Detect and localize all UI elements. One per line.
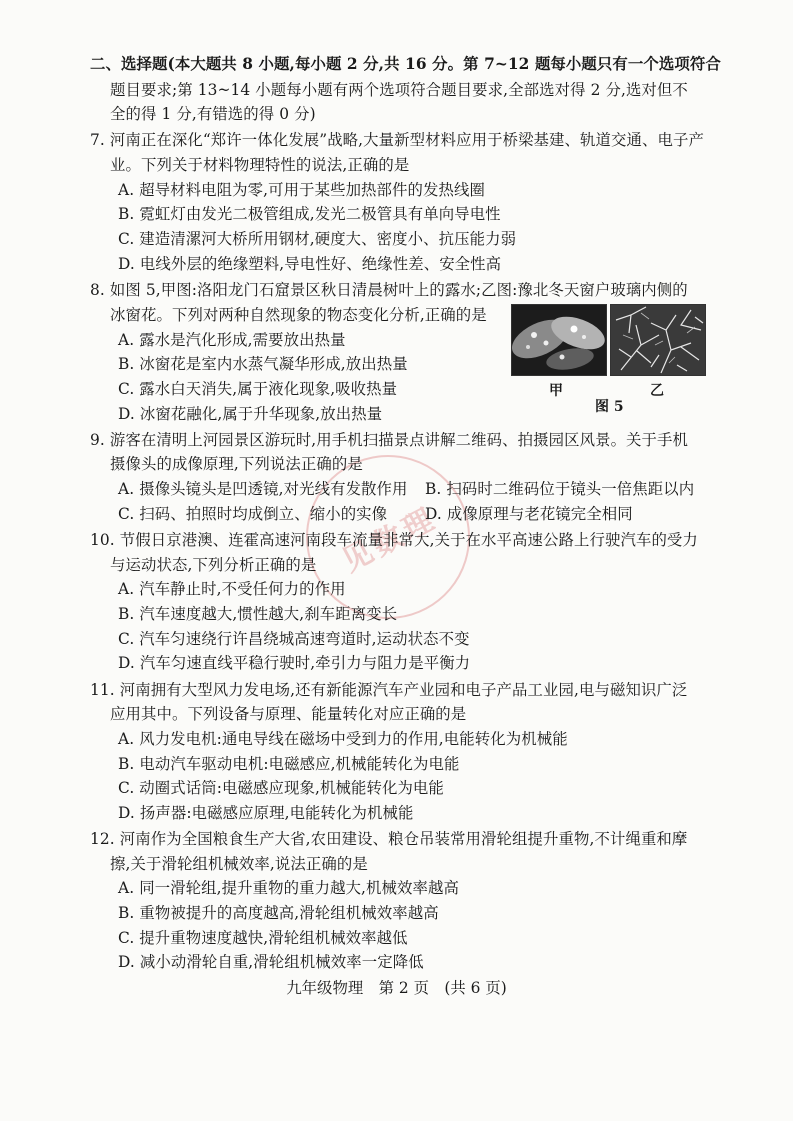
q9-option-c: C. 扫码、拍照时均成倒立、缩小的实像 [118, 505, 388, 523]
q7-option-c: C. 建造清漯河大桥所用钢材,硬度大、密度小、抗压能力弱 [118, 230, 517, 248]
q12-stem-line2: 擦,关于滑轮组机械效率,说法正确的是 [110, 855, 368, 873]
figure-frost-photo [610, 304, 706, 376]
q10-stem-line2: 与运动状态,下列分析正确的是 [110, 556, 317, 574]
q9-stem-line2: 摄像头的成像原理,下列说法正确的是 [110, 455, 363, 473]
q10-option-a: A. 汽车静止时,不受任何力的作用 [118, 580, 346, 598]
q11-stem-line1: 11. 河南拥有大型风力发电场,还有新能源汽车产业园和电子产品工业园,电与磁知识广泛 [90, 681, 688, 699]
q7-stem-line2: 业。下列关于材料物理特性的说法,正确的是 [110, 156, 410, 174]
q8-stem-line2: 冰窗花。下列对两种自然现象的物态变化分析,正确的是 [110, 306, 487, 324]
q10-option-b: B. 汽车速度越大,惯性越大,刹车距离变长 [118, 605, 398, 623]
q9-option-a: A. 摄像头镜头是凹透镜,对光线有发散作用 [118, 480, 408, 498]
q11-stem-line2: 应用其中。下列设备与原理、能量转化对应正确的是 [110, 705, 467, 723]
q9-stem-line1: 9. 游客在清明上河园景区游玩时,用手机扫描景点讲解二维码、拍摄园区风景。关于手机 [90, 431, 689, 449]
section-header-line2: 题目要求;第 13~14 小题每小题有两个选项符合题目要求,全部选对得 2 分,选对但不 [110, 81, 688, 99]
q7-option-a: A. 超导材料电阻为零,可用于某些加热部件的发热线圈 [118, 181, 485, 199]
q7-stem-line1: 7. 河南正在深化“郑许一体化发展”战略,大量新型材料应用于桥梁基建、轨道交通、电子产 [90, 131, 704, 149]
figure-dew-photo [511, 304, 607, 376]
section-header-line3: 全的得 1 分,有错选的得 0 分) [110, 105, 316, 123]
q12-option-c: C. 提升重物速度越快,滑轮组机械效率越低 [118, 929, 408, 947]
q10-option-c: C. 汽车匀速绕行许昌绕城高速弯道时,运动状态不变 [118, 630, 470, 648]
figure-label-yi: 乙 [650, 383, 664, 399]
q12-stem-line1: 12. 河南作为全国粮食生产大省,农田建设、粮仓吊装常用滑轮组提升重物,不计绳重和摩 [90, 830, 688, 848]
figure-label-jia: 甲 [549, 383, 563, 399]
q9-option-b: B. 扫码时二维码位于镜头一倍焦距以内 [425, 480, 695, 498]
page-footer: 九年级物理 第 2 页 (共 6 页) [286, 979, 507, 997]
figure-caption: 图 5 [595, 399, 624, 415]
q8-option-c: C. 露水白天消失,属于液化现象,吸收热量 [118, 380, 398, 398]
q11-option-a: A. 风力发电机:通电导线在磁场中受到力的作用,电能转化为机械能 [118, 730, 568, 748]
q12-option-d: D. 减小动滑轮自重,滑轮组机械效率一定降低 [118, 953, 424, 971]
q11-option-c: C. 动圈式话筒:电磁感应现象,机械能转化为电能 [118, 779, 444, 797]
q11-option-d: D. 扬声器:电磁感应原理,电能转化为机械能 [118, 804, 414, 822]
q12-option-b: B. 重物被提升的高度越高,滑轮组机械效率越高 [118, 904, 439, 922]
q9-option-d: D. 成像原理与老花镜完全相同 [425, 505, 633, 523]
q8-option-b: B. 冰窗花是室内水蒸气凝华形成,放出热量 [118, 355, 408, 373]
q11-option-b: B. 电动汽车驱动电机:电磁感应,机械能转化为电能 [118, 755, 460, 773]
watermark-stamp: 见数理 [277, 426, 499, 648]
q10-stem-line1: 10. 节假日京港澳、连霍高速河南段车流量非常大,关于在水平高速公路上行驶汽车的受力 [90, 531, 698, 549]
section-header-line1: 二、选择题(本大题共 8 小题,每小题 2 分,共 16 分。第 7~12 题每小题只有一个选项符合 [90, 55, 721, 73]
q7-option-d: D. 电线外层的绝缘塑料,导电性好、绝缘性差、安全性高 [118, 255, 502, 273]
q8-stem-line1: 8. 如图 5,甲图:洛阳龙门石窟景区秋日清晨树叶上的露水;乙图:豫北冬天窗户玻璃内侧的 [90, 281, 688, 299]
q10-option-d: D. 汽车匀速直线平稳行驶时,牵引力与阻力是平衡力 [118, 654, 471, 672]
q12-option-a: A. 同一滑轮组,提升重物的重力越大,机械效率越高 [118, 879, 459, 897]
q7-option-b: B. 霓虹灯由发光二极管组成,发光二极管具有单向导电性 [118, 205, 501, 223]
q8-option-d: D. 冰窗花融化,属于升华现象,放出热量 [118, 405, 383, 423]
q8-option-a: A. 露水是汽化形成,需要放出热量 [118, 331, 346, 349]
